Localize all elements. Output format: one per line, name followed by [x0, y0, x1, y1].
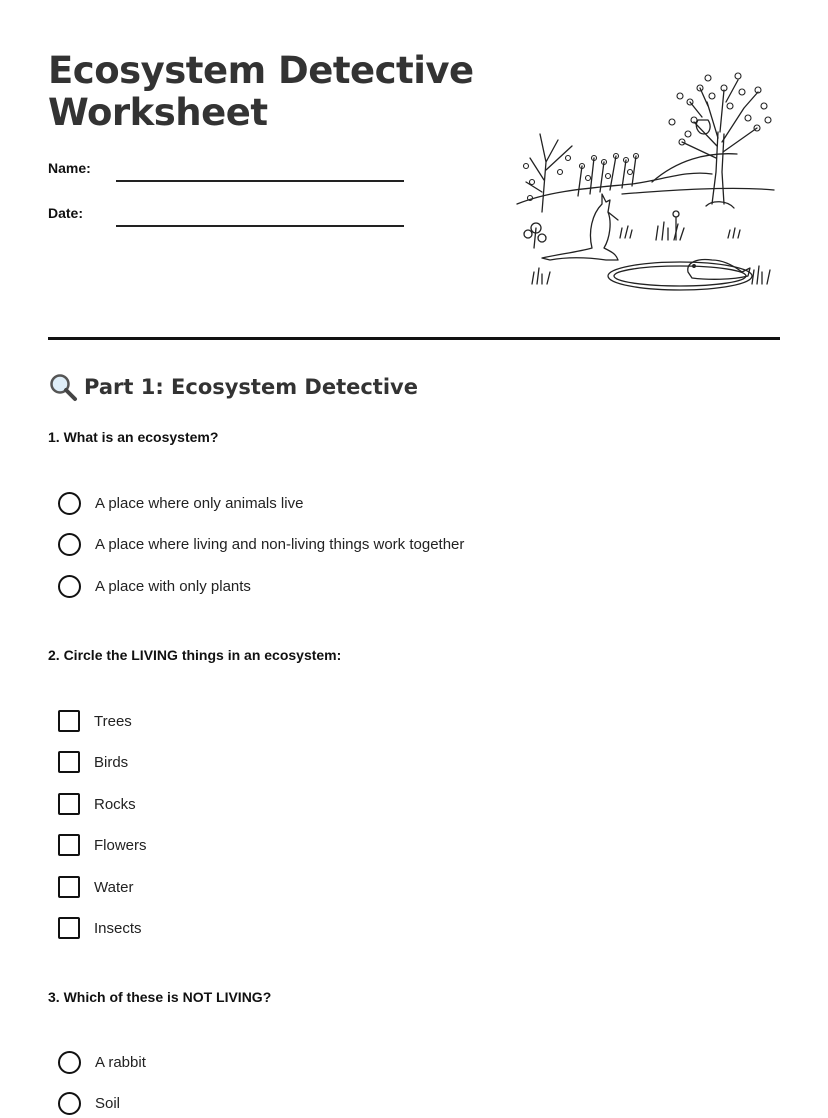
option-label: A place where only animals live	[95, 494, 304, 512]
name-line[interactable]	[116, 180, 404, 182]
q1-option-1[interactable]	[58, 491, 303, 515]
radio-button[interactable]	[58, 492, 81, 515]
date-label: Date:	[48, 205, 84, 221]
checkbox[interactable]	[58, 751, 80, 773]
q3-option-1[interactable]	[58, 1050, 146, 1074]
q2-option-insects[interactable]	[58, 916, 142, 940]
q2-option-water[interactable]	[58, 875, 133, 899]
q1-option-2[interactable]	[58, 532, 464, 556]
question-2: 2. Circle the LIVING things in an ecosystem:	[48, 647, 342, 663]
ecosystem-illustration	[512, 62, 778, 298]
date-field[interactable]	[48, 205, 408, 231]
radio-button[interactable]	[58, 533, 81, 556]
name-label: Name:	[48, 160, 91, 176]
date-line[interactable]	[116, 225, 404, 227]
radio-button[interactable]	[58, 1051, 81, 1074]
worksheet-title: Ecosystem Detective Worksheet	[48, 49, 474, 134]
q2-option-flowers[interactable]	[58, 833, 147, 857]
option-label: Soil	[95, 1094, 121, 1112]
q1-option-3[interactable]	[58, 574, 251, 598]
question-1: 1. What is an ecosystem?	[48, 429, 219, 445]
q3-option-2[interactable]	[58, 1091, 120, 1115]
option-label: Trees	[94, 712, 132, 730]
part1-heading	[48, 372, 418, 402]
option-label: Water	[94, 878, 134, 896]
part1-heading-text: Part 1: Ecosystem Detective	[84, 375, 418, 399]
checkbox[interactable]	[58, 917, 80, 939]
option-label: A place with only plants	[95, 577, 251, 595]
checkbox[interactable]	[58, 834, 80, 856]
q2-option-birds[interactable]	[58, 750, 128, 774]
q2-option-rocks[interactable]	[58, 792, 136, 816]
option-label: A rabbit	[95, 1053, 146, 1071]
question-3: 3. Which of these is NOT LIVING?	[48, 989, 272, 1005]
option-label: Birds	[94, 753, 129, 771]
q2-option-trees[interactable]	[58, 709, 132, 733]
magnifying-glass-icon	[48, 372, 78, 402]
option-label: Flowers	[94, 836, 147, 854]
option-label: Insects	[94, 919, 142, 937]
option-label: Rocks	[94, 795, 136, 813]
name-field[interactable]	[48, 160, 408, 186]
section-divider	[48, 337, 780, 340]
radio-button[interactable]	[58, 575, 81, 598]
checkbox[interactable]	[58, 793, 80, 815]
radio-button[interactable]	[58, 1092, 81, 1115]
option-label: A place where living and non-living things work together	[95, 535, 465, 553]
checkbox[interactable]	[58, 710, 80, 732]
checkbox[interactable]	[58, 876, 80, 898]
